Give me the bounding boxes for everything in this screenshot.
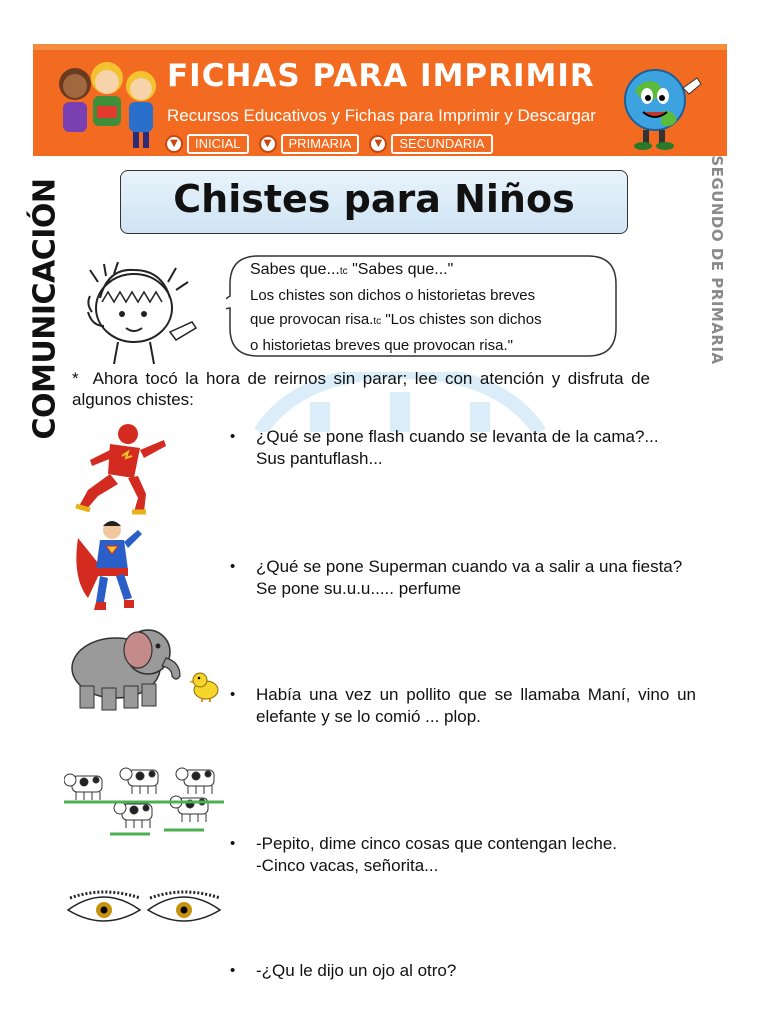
banner-subtitle: Recursos Educativos y Fichas para Imprimir y Descargar	[167, 106, 596, 125]
bubble-text: Sabes que...tc "Sabes que..." Los chistes son dichos o historietas breves que provocan risa.tc "Los chistes son dichos o historietas breves que provocan risa."	[250, 261, 542, 354]
nav-inicial[interactable]	[165, 134, 249, 154]
page-title: Chistes para Niños	[173, 177, 575, 221]
eyes-illustration	[64, 888, 224, 928]
arrow-down-icon: ▼	[369, 135, 387, 153]
joke-5: • -¿Qu le dijo un ojo al otro?	[230, 961, 457, 980]
arrow-down-icon: ▼	[165, 135, 183, 153]
intro-paragraph: * Ahora tocó la hora de reirnos sin parar; lee con atención y disfruta dealgunos chistes:	[72, 369, 650, 409]
superman-illustration	[72, 518, 144, 614]
flash-illustration	[70, 420, 170, 516]
page-title-box	[120, 170, 628, 234]
nav-primaria[interactable]	[259, 134, 360, 154]
arrow-down-icon: ▼	[259, 135, 277, 153]
girl-illustration	[78, 262, 208, 366]
grade-label: SEGUNDO DE PRIMARIA	[708, 155, 726, 365]
joke-4: • -Pepito, dime cinco cosas que contengan leche. -Cinco vacas, señorita...	[230, 834, 618, 875]
header-banner	[33, 44, 727, 156]
chick-illustration	[188, 668, 222, 702]
nav-label-secundaria: SECUNDARIA	[391, 134, 492, 154]
joke-3: • Había una vez un pollito que se llamaba Maní, vino un elefante y se lo comió ... plop.	[230, 685, 696, 726]
cows-illustration	[64, 764, 228, 846]
globe-mascot-icon	[613, 60, 713, 152]
nav-bar	[165, 134, 493, 154]
nav-secundaria[interactable]	[369, 134, 492, 154]
joke-2: • ¿Qué se pone Superman cuando va a salir a una fiesta? Se pone su.u.u..... perfume	[230, 557, 683, 598]
joke-1: • ¿Qué se pone flash cuando se levanta de la cama?... Sus pantuflash...	[230, 427, 659, 468]
nav-label-primaria: PRIMARIA	[281, 134, 360, 154]
elephant-illustration	[66, 624, 186, 712]
kids-illustration	[45, 54, 165, 154]
subject-label: COMUNICACIÓN	[27, 178, 63, 440]
banner-title: FICHAS PARA IMPRIMIR	[167, 58, 595, 94]
nav-label-inicial: INICIAL	[187, 134, 249, 154]
